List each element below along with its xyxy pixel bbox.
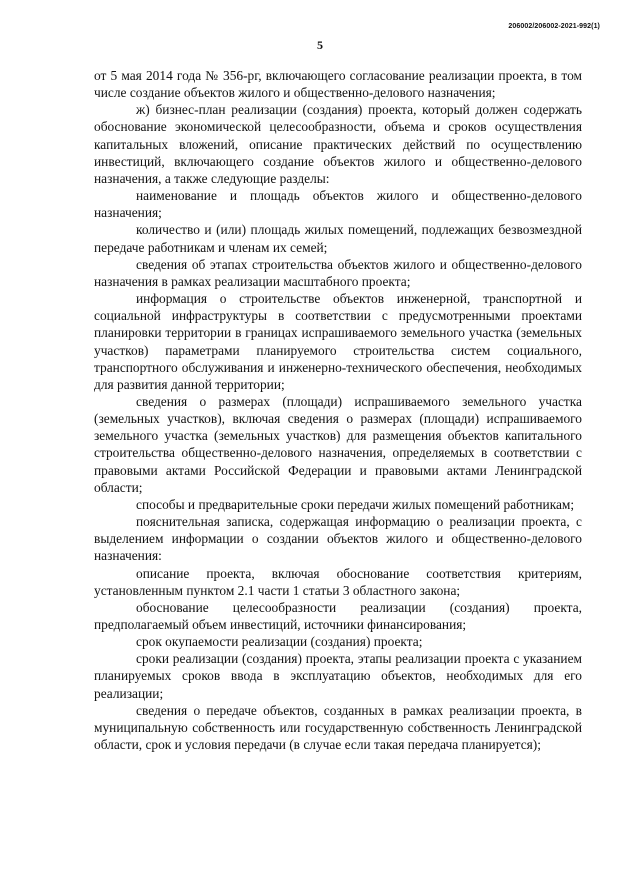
paragraph: количество и (или) площадь жилых помещений, подлежащих безвозмездной передаче работникам и членам их семей; — [94, 222, 582, 255]
paragraph: срок окупаемости реализации (создания) проекта; — [136, 634, 423, 650]
document-body — [94, 67, 582, 753]
paragraph: сведения о размерах (площади) испрашиваемого земельного участка (земельных участков), включая сведения о размерах (площади) испрашиваемого земельного участка (земельных участков) для размещения объектов капитального строительства общественно-делового назначения, определяемых в соответствии с правовыми актами Российской Федерации и правовыми актами Ленинградской области; — [94, 393, 582, 495]
paragraph: пояснительная записка, содержащая информацию о реализации проекта, с выделением информации о создании объектов жилого и общественно-делового назначения: — [94, 514, 582, 564]
paragraph: способы и предварительные сроки передачи жилых помещений работникам; — [136, 496, 575, 512]
paragraph: сведения об этапах строительства объектов жилого и общественно-делового назначения в рамках реализации масштабного проекта; — [94, 256, 582, 289]
paragraph: обоснование целесообразности реализации (создания) проекта, предполагаемый объем инвестиций, источники финансирования; — [94, 599, 582, 632]
paragraph: ж) бизнес-план реализации (создания) проекта, который должен содержать обоснование экономической целесообразности, объема и сроков осуществления капитальных вложений, описание практических действий по осуществлению инвестиций, включающего создание объектов жилого и общественно-делового назначения, а также следующие разделы: — [94, 102, 582, 186]
paragraph: сведения о передаче объектов, созданных в рамках реализации проекта, в муниципальную собственность или государственную собственность Ленинградской области, срок и условия передачи (в случае если такая передача планируется); — [94, 702, 582, 753]
document-id: 206002/206002-2021-992(1) — [508, 23, 600, 30]
page-number: 5 — [317, 38, 323, 52]
paragraph: сроки реализации (создания) проекта, этапы реализации проекта с указанием планируемых сроков ввода в эксплуатацию объектов, необходимых для его реализации; — [94, 651, 582, 701]
paragraph: описание проекта, включая обоснование соответствия критериям, установленным пунктом 2.1 части 1 статьи 3 областного закона; — [94, 565, 582, 598]
paragraph: от 5 мая 2014 года № 356-рг, включающего согласование реализации проекта, в том числе создание объектов жилого и общественно-делового назначения; — [94, 68, 582, 101]
paragraph: наименование и площадь объектов жилого и общественно-делового назначения; — [94, 188, 582, 221]
paragraph: информация о строительстве объектов инженерной, транспортной и социальной инфраструктуры в соответствии с предусмотренными проектами планировки территории в границах испрашиваемого земельного участка (земельных участков) параметрами планируемого строительства систем социального, транспортного обслуживания и инженерно-технического обеспечения, необходимых для развития данной территории; — [94, 291, 582, 392]
